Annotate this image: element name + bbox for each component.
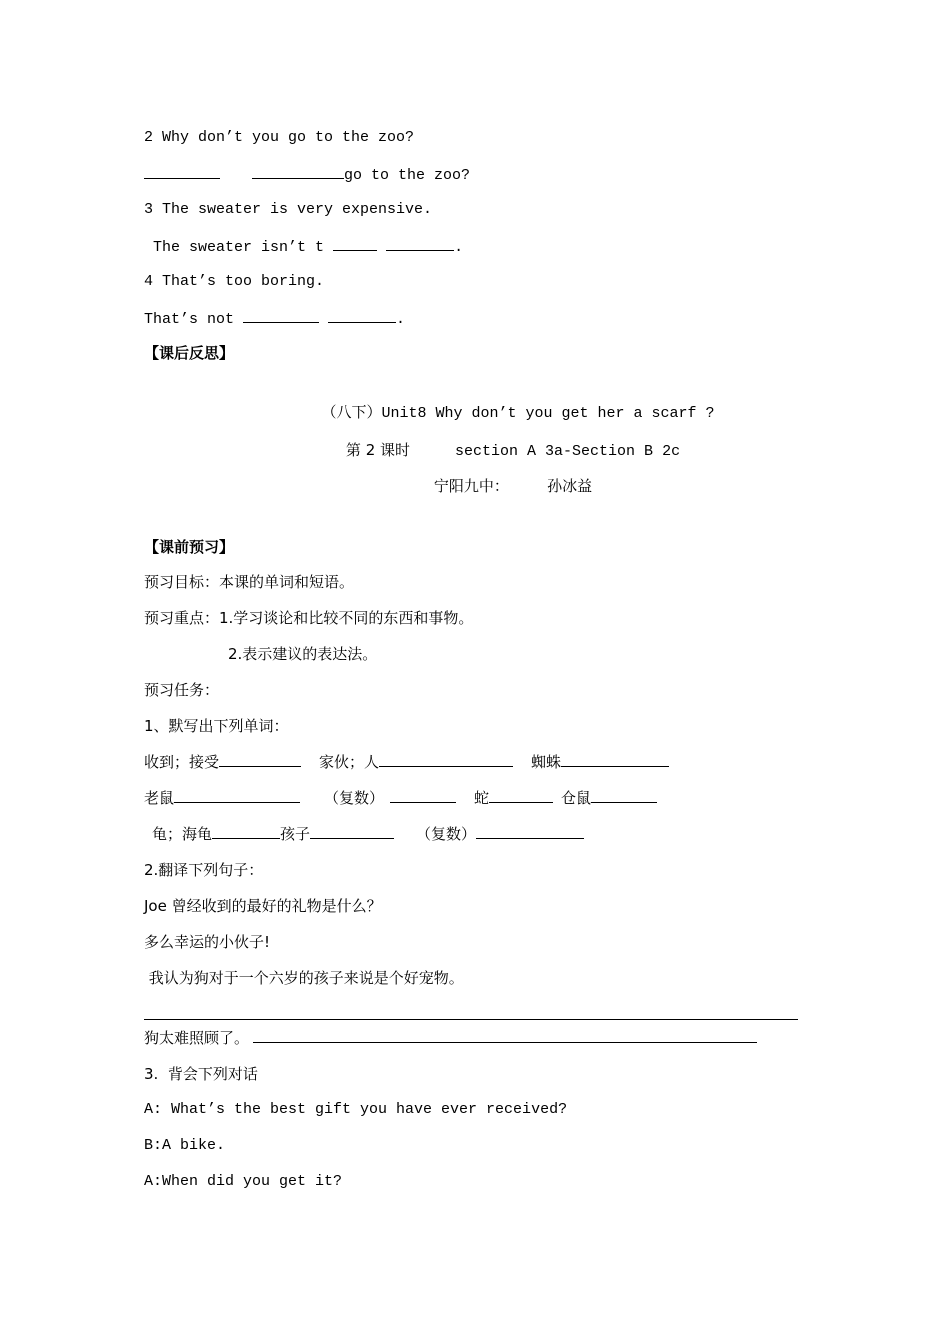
blank[interactable] [212,824,280,839]
preview-heading: 【课前预习】 [144,538,235,556]
q4-fill-text: That’s not [144,311,235,328]
sentence-2: 多么幸运的小伙子! [144,933,271,951]
task-1: 1、默写出下列单词： [144,717,289,735]
word-label: 蜘蛛 [531,753,562,771]
sentence-1: Joe 曾经收到的最好的礼物是什么？ [144,897,382,915]
lesson-title: （八下）Unit8 Why don’t you get her a scarf ? [321,405,715,422]
blank[interactable] [476,824,584,839]
blank[interactable] [219,752,301,767]
q2-fill-text: go to the zoo? [344,167,471,184]
word-label: （复数） [416,825,477,843]
blank[interactable] [310,824,394,839]
lesson-author [38,476,950,496]
blank[interactable] [379,752,513,767]
words-row-2 [144,788,657,808]
blank[interactable] [390,788,456,803]
blank[interactable] [328,308,396,323]
preview-tasks: 预习任务： [144,681,220,699]
preview-goal: 预习目标：本课的单词和短语。 [144,573,355,591]
exercise-q2-fill [144,164,470,186]
exercise-q4: 4 That’s too boring. [144,273,325,290]
school-label: 宁阳九中： [433,477,509,495]
dialogue-line-2: B:A bike. [144,1137,226,1154]
exercise-q3-fill: The sweater isn’t t . [144,236,463,258]
word-label: （复数） [324,789,385,807]
q3-fill-text: The sweater isn’t t [144,239,325,256]
blank[interactable] [591,788,657,803]
preview-focus-2: 2.表示建议的表达法。 [228,645,378,663]
word-label: 龟；海龟 [152,825,213,843]
dialogue-line-1: A: What’s the best gift you have ever received? [144,1101,568,1118]
sentence-4-text: 狗太难照顾了。 [144,1029,250,1047]
word-label: 收到；接受 [144,753,220,771]
preview-focus-1: 预习重点：1.学习谈论和比较不同的东西和事物。 [144,609,474,627]
blank[interactable] [243,308,319,323]
sentence-4 [144,1028,757,1048]
blank[interactable] [253,1028,757,1043]
blank[interactable] [333,236,377,251]
reflection-heading: 【课后反思】 [144,344,235,362]
word-label: 老鼠 [144,789,175,807]
task-2: 2.翻译下列句子： [144,861,264,879]
blank[interactable] [561,752,669,767]
word-label: 孩子 [280,825,311,843]
exercise-q2: 2 Why don’t you go to the zoo? [144,129,415,146]
blank[interactable] [252,164,344,179]
blank[interactable] [489,788,553,803]
words-row-1 [144,752,669,772]
word-label: 仓鼠 [561,789,592,807]
blank[interactable] [386,236,454,251]
lesson-period [38,440,950,462]
word-label: 家伙；人 [319,753,380,771]
words-row-3 [152,824,584,844]
word-label: 蛇 [474,789,490,807]
sentence-3: 我认为狗对于一个六岁的孩子来说是个好宠物。 [144,969,464,987]
exercise-q3: 3 The sweater is very expensive. [144,201,433,218]
answer-line[interactable] [144,1019,798,1020]
period-label: 第 2 课时 [345,441,411,459]
blank[interactable] [174,788,300,803]
blank[interactable] [144,164,220,179]
teacher-name: 孙冰益 [547,477,593,495]
exercise-q4-fill: That’s not . [144,308,405,330]
dialogue-line-3: A:When did you get it? [144,1173,343,1190]
task-3: 3. 背会下列对话 [144,1065,258,1083]
section-label: section A 3a-Section B 2c [455,443,681,460]
